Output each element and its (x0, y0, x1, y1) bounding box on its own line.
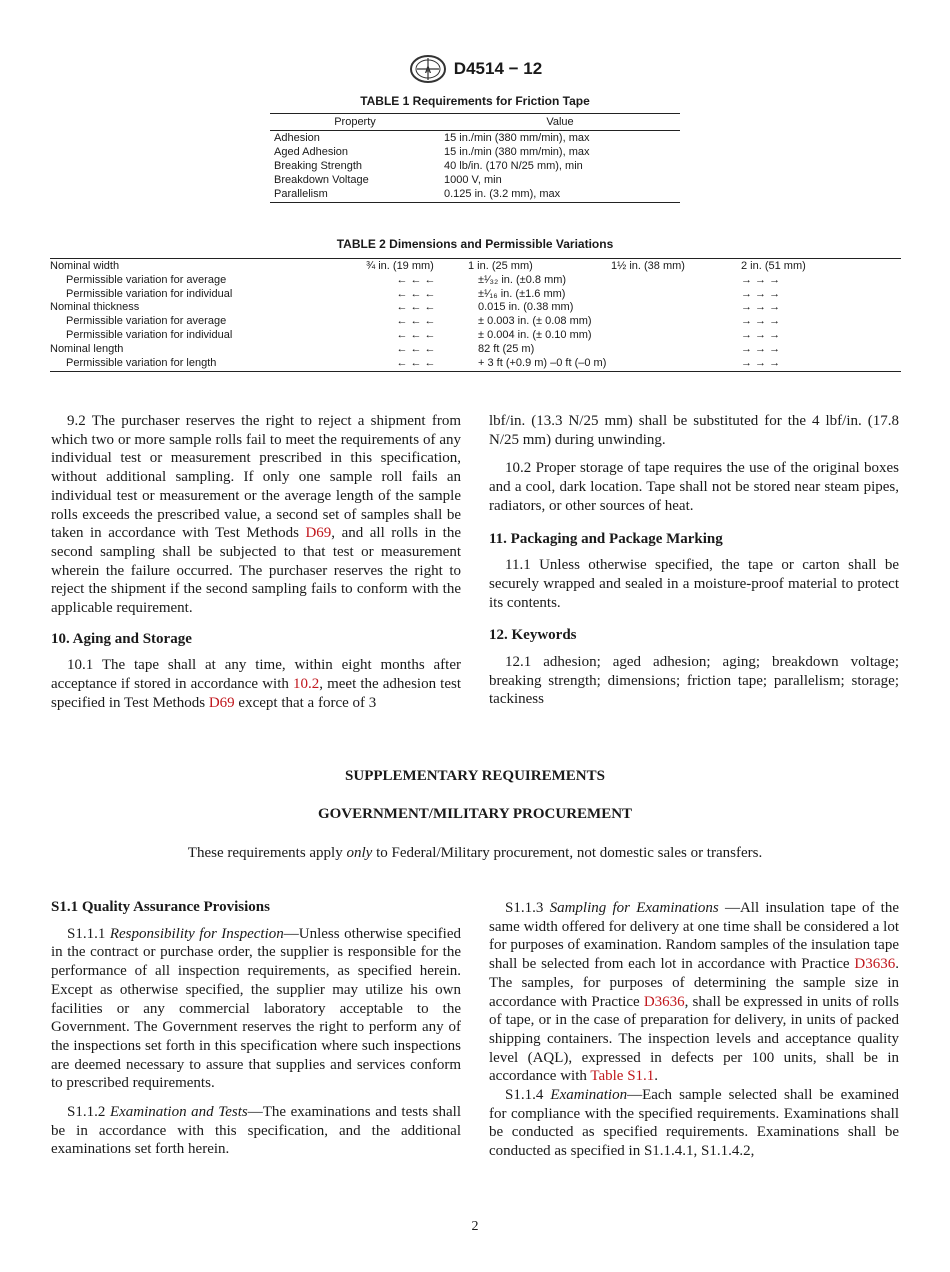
paragraph-s1-1-1 (51, 925, 461, 1093)
text: except that a force of 3 (234, 694, 377, 711)
table-cell: → → → (741, 342, 781, 355)
link-table-s1-1[interactable]: Table S1.1 (590, 1068, 655, 1085)
link-d69[interactable]: D69 (208, 694, 235, 711)
section-s1-1-heading: S1.1 Quality Assurance Provisions (51, 899, 270, 915)
supplementary-subtitle: GOVERNMENT/MILITARY PROCUREMENT (317, 806, 633, 822)
supplementary-note (0, 845, 950, 862)
paragraph-10-2: 10.2 Proper storage of tape requires the use of the original boxes and a cool, dark location. Tape shall not be stored near steam pipes, radiators, or other sources of heat. (489, 460, 899, 514)
supplementary-title: SUPPLEMENTARY REQUIREMENTS (345, 768, 605, 784)
table-cell: ±¹⁄₃₂ in. (±0.8 mm) (478, 273, 567, 286)
text: . (654, 1068, 659, 1085)
text: —Unless otherwise specified in the contract or purchase order, the supplier is responsible for the performance of all inspection requirements, as specified herein. Except as otherwise specified, the supplier may utilize his own facilities or any commercial laboratory acceptable to the Government. The Government reserves the right to perform any of the inspections set forth in this specification where such inspections are deemed necessary to assure that supplies and services conform to prescribed requirements. (51, 925, 462, 1092)
emphasis: Examination and Tests (109, 1104, 248, 1121)
table-cell: → → → (741, 301, 781, 314)
text: S1.1.3 (505, 900, 550, 916)
section-11-heading: 11. Packaging and Package Marking (489, 530, 723, 547)
table-row (50, 343, 901, 357)
table-row (50, 301, 901, 315)
paragraph-10-1-cont: lbf/in. (13.3 N/25 mm) shall be substituted for the 4 lbf/in. (17.8 N/25 mm) during unwinding. (489, 413, 899, 448)
svg-text:A: A (424, 65, 432, 75)
table1 (270, 113, 680, 203)
table-cell (611, 301, 741, 315)
paragraph-11-1: 11.1 Unless otherwise specified, the tape or carton shall be securely wrapped and sealed in a moisture-proof material to protect its contents. (489, 557, 899, 611)
table-cell: 0.125 in. (3.2 mm), max (440, 187, 680, 203)
right-column (489, 412, 899, 709)
table-cell: → → → (741, 273, 781, 286)
emphasis: Examination (550, 1087, 628, 1104)
table-cell (611, 288, 741, 302)
table-cell: 15 in./min (380 mm/min), max (444, 146, 590, 158)
table-row (270, 159, 680, 173)
table-cell: ← ← ← (366, 357, 466, 372)
table-cell: 0.015 in. (0.38 mm) (478, 301, 574, 314)
table-row (270, 187, 680, 203)
document-designation: D4514 − 12 (453, 59, 543, 78)
table-cell (611, 357, 741, 372)
paragraph-12-1: 12.1 adhesion; aged adhesion; aging; breakdown voltage; breaking strength; dimensions; friction tape; parallelism; storage; tackiness (489, 654, 899, 708)
table-cell: + 3 ft (+0.9 m) –0 ft (–0 m) (466, 357, 611, 372)
table-cell: Breakdown Voltage (274, 174, 369, 186)
table-cell: 40 lb/in. (170 N/25 mm), min (444, 160, 583, 172)
text: . The samples, for purposes of determining the sample size in accordance with Practice (489, 956, 899, 1010)
table-cell: Nominal width (50, 259, 366, 274)
table-row (50, 259, 901, 274)
left-column (51, 412, 461, 713)
table-cell: ±¹⁄₁₆ in. (±1.6 mm) (478, 287, 566, 300)
table-row (270, 173, 680, 187)
astm-logo-icon (408, 54, 448, 84)
table-cell: ← ← ← (396, 328, 436, 341)
table-cell: 1000 V, min (444, 174, 502, 186)
table-cell: Nominal length (50, 342, 124, 355)
table-cell: ← ← ← (396, 342, 436, 355)
column-header: Property (270, 114, 440, 131)
supplementary-right-column (489, 899, 899, 1161)
table-row (50, 315, 901, 329)
text: to Federal/Military procurement, not domestic sales or transfers. (372, 845, 763, 861)
table-cell: ← ← ← (396, 287, 436, 300)
table-cell (611, 343, 741, 357)
table-cell: Permissible variation for individual (66, 328, 233, 341)
table-cell (611, 274, 741, 288)
table-cell: ¾ in. (19 mm) (366, 259, 466, 274)
table-cell: Permissible variation for individual (66, 287, 233, 300)
table-cell: 1 in. (25 mm) (466, 259, 611, 274)
table-cell: Permissible variation for length (50, 357, 366, 372)
link-d3636[interactable]: D3636 (643, 993, 685, 1010)
text: S1.1.4 (505, 1087, 551, 1104)
text: —All insulation tape of the same width offered for delivery at one time shall be considered a lot for purposes of examination. Random samples of the insulation tape shall be selected from each lot in accordance with Practice (489, 900, 900, 973)
table-cell: → → → (741, 357, 901, 372)
table-row (50, 357, 901, 372)
table-header-row (270, 114, 680, 131)
table2 (50, 258, 901, 372)
text: —The examinations and tests shall be in accordance with this specification, and the additional examinations set forth herein. (51, 1104, 462, 1158)
text: , and all rolls in the second sampling shall be subjected to that test or measurement wherein the failure occurred. The purchaser reserves the right to reject the shipment if the second sampling fails to conform with the applicable requirement. (51, 525, 461, 617)
document-header (0, 52, 950, 86)
table-cell: Aged Adhesion (274, 146, 349, 158)
table-cell: Parallelism (270, 187, 440, 203)
table-cell: → → → (741, 328, 781, 341)
link-d3636[interactable]: D3636 (854, 956, 896, 973)
table-cell: Adhesion (274, 132, 320, 144)
text: , meet the adhesion test specified in Test Methods (51, 676, 462, 711)
emphasis: Sampling for Examinations (549, 900, 719, 916)
paragraph-s1-1-2 (51, 1103, 461, 1159)
table-cell: 2 in. (51 mm) (741, 259, 901, 274)
emphasis: only (346, 845, 373, 861)
table-cell: Permissible variation for average (66, 315, 227, 328)
table-cell: Breaking Strength (274, 160, 363, 172)
link-10-2[interactable]: 10.2 (292, 676, 320, 693)
link-d69[interactable]: D69 (305, 525, 332, 542)
text: S1.1.1 (67, 925, 110, 942)
supplementary-left-column (51, 890, 461, 1159)
text: —Each sample selected shall be examined for compliance with the specified requirements. Examinations shall be conducted as specified requirements. Examinations shall be conducted as specified in S1.1.4.1, S1.1.4.2, (489, 1087, 899, 1160)
section-12-heading: 12. Keywords (489, 627, 577, 644)
text: S1.1.2 (67, 1104, 110, 1121)
text: , shall be expressed in units of rolls of tape, or in the case of preparation for delivery, in units of packed shipping containers. The inspection levels and acceptance quality level (AQL), expressed in defects per 100 units, shall be in accordance with (489, 993, 899, 1085)
paragraph-s1-1-4 (489, 1086, 899, 1161)
table-row (270, 145, 680, 159)
table-cell (611, 329, 741, 343)
paragraph-s1-1-3 (489, 899, 899, 1086)
text: 9.2 The purchaser reserves the right to reject a shipment from which two or more sample rolls fail to meet the requirements of any individual test or measurement prescribed in this specification, without additional sampling. If only one sample roll fails an individual test or measurement or the average length of the sample rolls exceeds the prescribed value, a second set of samples shall be taken in accordance with Test Methods (51, 413, 461, 542)
text: 10.1 The tape shall at any time, within eight months after acceptance if stored in accordance with (51, 657, 461, 693)
table-cell: 1½ in. (38 mm) (611, 259, 741, 274)
column-header: Value (440, 114, 680, 131)
page-number: 2 (471, 1219, 479, 1234)
table-cell: Permissible variation for average (66, 273, 227, 286)
table-cell: ± 0.004 in. (± 0.10 mm) (478, 328, 592, 341)
paragraph-10-1 (51, 656, 461, 712)
text: These requirements apply (187, 845, 347, 861)
emphasis: Responsibility for Inspection (109, 925, 284, 942)
table-row (50, 274, 901, 288)
paragraph-9-2 (51, 412, 461, 618)
table-cell: Nominal thickness (50, 301, 140, 314)
table-row (50, 288, 901, 302)
table-cell: ← ← ← (396, 301, 436, 314)
table-cell: 15 in./min (380 mm/min), max (444, 132, 590, 144)
table-cell (611, 315, 741, 329)
table-cell: 82 ft (25 m) (478, 342, 535, 355)
table-row (270, 131, 680, 146)
table-cell: → → → (741, 287, 781, 300)
table-cell: ← ← ← (396, 315, 436, 328)
section-10-heading: 10. Aging and Storage (51, 630, 192, 647)
table-row (50, 329, 901, 343)
table1-caption: TABLE 1 Requirements for Friction Tape (360, 94, 590, 108)
table-cell: ± 0.003 in. (± 0.08 mm) (478, 315, 592, 328)
table2-caption: TABLE 2 Dimensions and Permissible Variations (336, 237, 614, 251)
table-cell: ← ← ← (396, 273, 436, 286)
table-cell: → → → (741, 315, 781, 328)
